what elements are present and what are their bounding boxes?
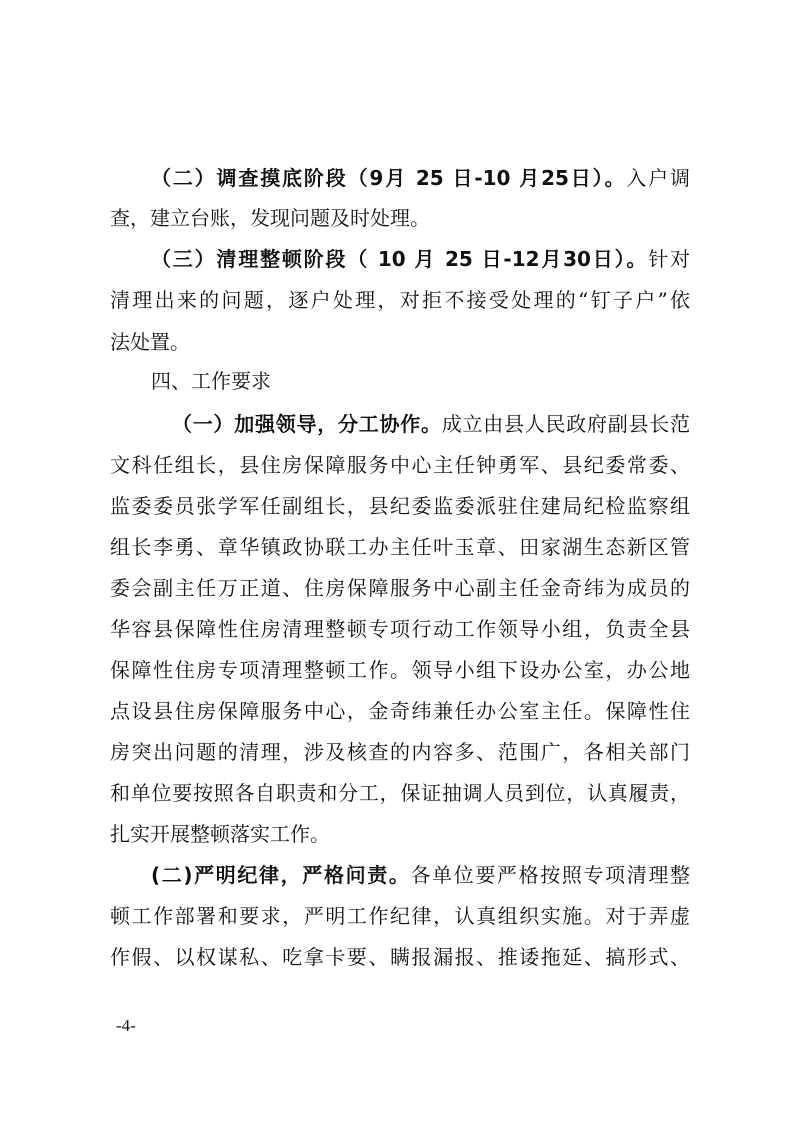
paragraph-line: 房突出问题的清理，涉及核查的内容多、范围广，各相关部门 [110,740,690,764]
paragraph-line: 清理出来的问题，逐户处理，对拒不接受处理的“钉子户”依 [110,288,690,312]
chapter-heading: 四、工作要求 [151,369,271,393]
paragraph-line [151,237,690,281]
section-heading: (二)严明纪律，严格问责。 [151,863,411,887]
page-number: -4- [116,1016,136,1035]
paragraph-line [151,156,690,200]
paragraph-line: 华容县保障性住房清理整顿专项行动工作领导小组，负责全县 [110,617,690,641]
paragraph-line: 保障性住房专项清理整顿工作。领导小组下设办公室，办公地 [110,658,690,682]
paragraph-line: 委会副主任万正道、住房保障服务中心副主任金奇纬为成员的 [110,576,690,600]
paragraph-text: 成立由县人民政府副县长范 [441,412,690,436]
paragraph-line: 顿工作部署和要求，严明工作纪律，认真组织实施。对于弄虚 [110,904,690,928]
paragraph-line: 监委委员张学军任副组长，县纪委监委派驻住建局纪检监察组 [110,494,690,518]
paragraph-line: 和单位要按照各自职责和分工，保证抽调人员到位，认真履责， [110,781,690,805]
paragraph-line: 文科任组长，县住房保障服务中心主任钟勇军、县纪委常委、 [110,453,690,477]
section-heading: （二）调查摸底阶段（9月 25 日-10 月25日）。 [151,166,627,190]
paragraph-text: 各单位要严格按照专项清理整 [410,863,690,887]
paragraph-line: 法处置。 [110,330,190,354]
paragraph-line: 查，建立台账，发现问题及时处理。 [110,206,430,230]
paragraph-line: 点设县住房保障服务中心，金奇纬兼任办公室主任。保障性住 [110,699,690,723]
paragraph-text: 针对 [648,247,690,271]
paragraph-line: 组长李勇、章华镇政协联工办主任叶玉章、田家湖生态新区管 [110,535,690,559]
section-heading: （一）加强领导，分工协作。 [172,412,442,436]
paragraph-line: 作假、以权谋私、吃拿卡要、瞒报漏报、推诿拖延、搞形式、 [110,945,690,969]
paragraph-line [172,402,690,446]
paragraph-line: 扎实开展整顿落实工作。 [110,822,330,846]
paragraph-text: 入户调 [626,166,690,190]
paragraph-line [151,853,690,897]
section-heading: （三）清理整顿阶段（ 10 月 25 日-12月30日）。 [151,247,649,271]
